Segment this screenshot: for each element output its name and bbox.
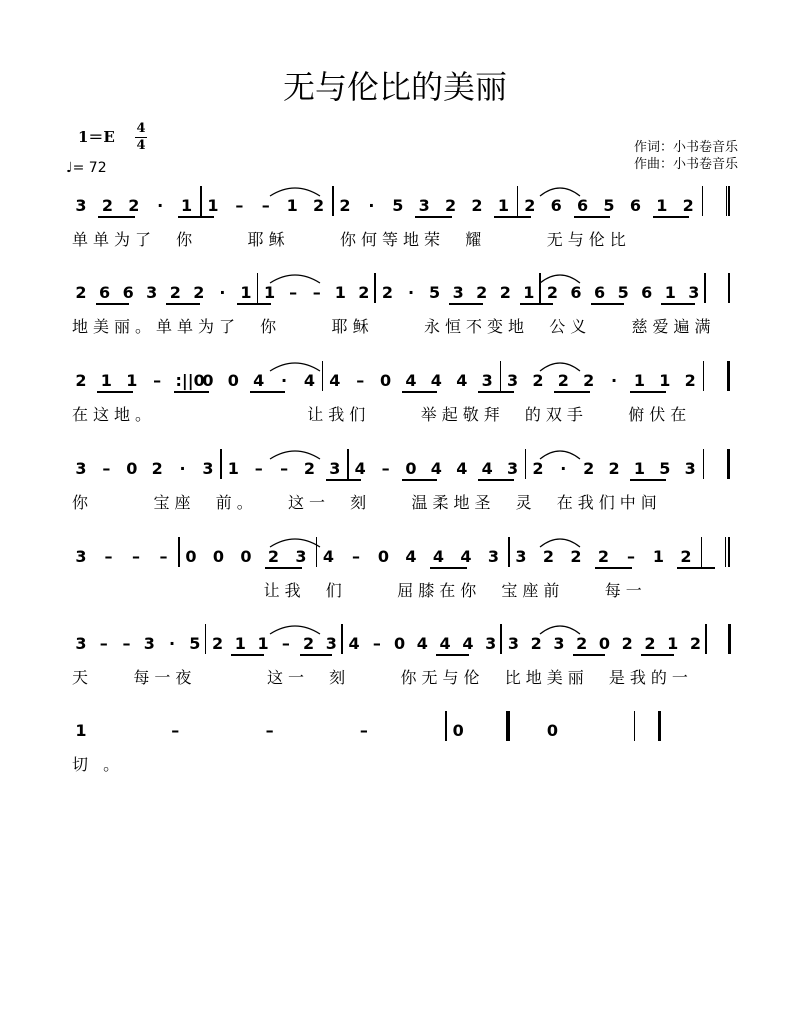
note: 2 [303,634,315,653]
lyrics-text: 让我 们 屈膝在你 宝座前 每一 [72,581,647,600]
note: 2 [689,634,702,653]
note: 6 [122,283,134,302]
eighth-beam [574,216,610,218]
lyrics-text: 地美丽。单单为了 你 耶稣 永恒不变地 公义 慈爱遍满 [72,317,716,336]
slur-arc [540,275,580,283]
time-signature-bottom: 4 [136,138,146,153]
slur-arc [540,363,580,371]
note: 4 [430,371,442,390]
note: 4 [430,459,442,478]
eighth-beam [436,654,469,656]
note: 5 [617,283,629,302]
dash-note: – [254,459,263,478]
note: 3 [143,634,155,653]
dash-note: – [102,459,111,478]
slur-arc [270,363,320,371]
note: 2 [313,196,325,215]
note: 4 [253,371,265,390]
eighth-beam [520,303,554,305]
lyrics-line [0,490,790,514]
note: 3 [452,283,464,302]
score-row-6 [0,624,790,694]
lyrics-line [0,227,790,251]
note: 3 [507,634,519,653]
slur-marks [0,620,790,640]
note: 2 [303,459,316,478]
lyrics-line [0,402,790,426]
note: 1 [234,634,246,653]
dash-note: – [352,547,360,566]
note: 0 [598,634,610,653]
note: 1 [664,283,676,302]
slur-marks [0,533,790,553]
eighth-beam [96,303,130,305]
eighth-beam [478,391,513,393]
note: 0 [546,721,558,740]
note: 2 [682,196,694,215]
eighth-beam [595,567,633,569]
note: 6 [550,196,562,215]
note: 1 [656,196,668,215]
note: 2 [570,547,582,566]
note: · [611,371,618,390]
note: 2 [499,283,511,302]
lyrics-line [0,665,790,689]
dash-note: – [359,721,368,740]
key-signature: 1＝E [78,128,115,146]
dash-note: – [372,634,381,653]
slur-arc [540,188,580,196]
eighth-beam [573,654,606,656]
note: 2 [583,371,595,390]
note: 0 [405,459,417,478]
note: 2 [680,547,692,566]
song-title: 无与伦比的美丽 [282,68,507,106]
note: 1 [227,459,239,478]
note: 1 [207,196,219,215]
eighth-beam [265,567,303,569]
note: 4 [462,634,474,653]
eighth-beam [449,303,483,305]
note: 6 [629,196,641,215]
note: 1 [126,371,138,390]
note: 2 [532,371,544,390]
note: 1 [633,459,646,478]
composer-credit: 作曲：小书卷音乐 [634,157,739,172]
tempo-marking [66,160,107,176]
note: 1 [100,371,112,390]
lyrics-line [0,314,790,338]
note: 4 [481,459,493,478]
lyricist-credit: 作词：小书卷音乐 [634,140,739,155]
eighth-beam [630,391,665,393]
note: 2 [684,371,696,390]
note: 0 [227,371,239,390]
score-row-1 [0,186,790,256]
note: 3 [485,634,497,653]
note: 1 [523,283,535,302]
note: 3 [75,459,87,478]
dash-note: – [261,196,270,215]
eighth-beam [494,216,530,218]
note: 3 [295,547,307,566]
note: 3 [684,459,696,478]
note: 2 [524,196,536,215]
note: 3 [487,547,500,566]
note: 0 [185,547,197,566]
score-row-7 [0,711,790,781]
note: 4 [348,634,360,653]
note: 2 [101,196,113,215]
note: 5 [659,459,671,478]
note: 4 [439,634,451,653]
note: 1 [334,283,346,302]
lyrics-text: 你 宝座 前。 这一 刻 温柔地圣 灵 在我们中间 [72,493,662,512]
note: 3 [418,196,430,215]
note: 0 [126,459,138,478]
note: 4 [405,547,417,566]
note: 6 [641,283,653,302]
note: 2 [532,459,544,478]
eighth-beam [178,216,214,218]
bar-line [506,711,510,741]
note: 3 [329,459,341,478]
note: 6 [593,283,606,302]
note: 2 [211,634,224,653]
note: 3 [75,634,87,653]
eighth-beam [237,303,271,305]
note: 1 [497,196,509,215]
note: 4 [354,459,366,478]
note: 0 [240,547,252,566]
note: 1 [667,634,679,653]
lyrics-text: 在这地。 让我们 举起敬拜 的双手 俯伏在 [72,405,692,424]
note: 2 [128,196,140,215]
note: 0 [377,547,390,566]
dash-note: – [153,371,162,390]
eighth-beam [554,391,589,393]
note: 3 [202,459,214,478]
eighth-beam [677,567,715,569]
dash-note: – [289,283,298,302]
note: 2 [542,547,555,566]
note: 4 [416,634,428,653]
note: 2 [151,459,163,478]
note: 2 [169,283,181,302]
eighth-beam [402,391,437,393]
note: 2 [546,283,558,302]
note: 3 [553,634,565,653]
note: 0 [212,547,225,566]
eighth-beam [250,391,285,393]
note: 1 [633,371,646,390]
note: 4 [456,459,468,478]
note: 1 [75,721,87,740]
note: 1 [652,547,665,566]
note: 2 [193,283,205,302]
lyrics-text: 单单为了 你 耶稣 你何等地荣 耀 无与伦比 [72,230,631,249]
dash-note: – [171,721,180,740]
lyrics-text: 切 。 [72,755,125,774]
eighth-beam [478,479,513,481]
slur-arc [540,451,580,459]
note: 3 [325,634,337,653]
dash-note: – [627,547,635,566]
note: 5 [189,634,201,653]
note: · [281,371,288,390]
note: 2 [75,283,87,302]
dash-note: – [356,371,365,390]
note: 2 [445,196,457,215]
eighth-beam [98,216,134,218]
note: 2 [339,196,351,215]
bar-line [658,711,661,741]
note: 2 [583,459,595,478]
slur-arc [270,626,320,634]
note: 1 [659,371,671,390]
note: :||0 [175,371,205,390]
eighth-beam [97,391,132,393]
note: 3 [506,459,519,478]
note: 4 [432,547,445,566]
note: 3 [146,283,158,302]
eighth-beam [653,216,689,218]
tempo-value: = 72 [72,160,107,176]
note: · [179,459,186,478]
dash-note: – [265,721,274,740]
slur-marks [0,445,790,465]
bar-line [634,711,636,741]
dash-note: – [312,283,321,302]
eighth-beam [166,303,200,305]
dash-note: – [104,547,113,566]
notation-line [0,711,790,751]
note: 5 [428,283,441,302]
note: 3 [515,547,527,566]
eighth-beam [231,654,264,656]
eighth-beam [430,567,468,569]
slur-marks [0,357,790,377]
note: · [407,283,415,302]
note: 2 [267,547,280,566]
slur-marks [0,182,790,202]
note: 1 [181,196,193,215]
note: 2 [608,459,620,478]
note: 0 [394,634,406,653]
note: 2 [75,371,87,390]
slur-marks [0,269,790,289]
note: 0 [202,371,214,390]
eighth-beam [402,479,437,481]
note: 3 [75,547,87,566]
note: 1 [257,634,269,653]
note: 2 [358,283,370,302]
time-signature [133,122,149,153]
dash-note: – [280,459,289,478]
note: 0 [452,721,464,740]
score-row-5 [0,537,790,607]
note: 4 [322,547,335,566]
note: 6 [98,283,111,302]
note: · [157,196,164,215]
dash-note: – [235,196,244,215]
note: 3 [75,196,87,215]
note: 1 [286,196,298,215]
note: 2 [621,634,633,653]
note: · [219,283,226,302]
eighth-beam [300,654,333,656]
note: 4 [460,547,472,566]
dash-note: – [281,634,290,653]
note: 4 [456,371,468,390]
note: 2 [557,371,569,390]
lyrics-line [0,578,790,602]
note: 2 [597,547,610,566]
note: 2 [576,634,588,653]
note: · [560,459,567,478]
slur-arc [270,188,320,196]
dash-note: – [132,547,140,566]
note: 3 [506,371,519,390]
note: 1 [263,283,276,302]
note: 0 [380,371,392,390]
note: · [168,634,176,653]
note: 2 [530,634,542,653]
note: 3 [481,371,493,390]
eighth-beam [174,391,209,393]
dash-note: – [381,459,390,478]
slur-arc [540,626,580,634]
score-row-4 [0,449,790,519]
lyrics-text: 天 每一夜 这一 刻 你无与伦 比地美丽 是我的一 [72,668,693,687]
note: 4 [329,371,341,390]
eighth-beam [415,216,451,218]
score-row-3 [0,361,790,431]
dash-note: – [122,634,131,653]
quarter-note-icon: ♩ [66,160,73,176]
time-signature-top: 4 [136,121,146,136]
note: 6 [570,283,582,302]
eighth-beam [591,303,625,305]
dash-note: – [159,547,168,566]
note: 5 [603,196,615,215]
note: 3 [688,283,700,302]
note: 1 [240,283,252,302]
eighth-beam [630,479,665,481]
note: 6 [577,196,589,215]
lyrics-line [0,752,790,776]
note: · [368,196,375,215]
note: 4 [405,371,417,390]
score-row-2 [0,273,790,343]
note: 2 [644,634,656,653]
eighth-beam [641,654,674,656]
slur-arc [540,539,580,547]
slur-arc [270,539,320,547]
slur-arc [270,451,320,459]
note: 2 [476,283,488,302]
dash-note: – [99,634,108,653]
note: 4 [303,371,316,390]
note: 5 [392,196,404,215]
slur-arc [270,275,320,283]
bar-line [445,711,447,741]
note: 2 [381,283,393,302]
eighth-beam [661,303,695,305]
note: 2 [471,196,483,215]
eighth-beam [326,479,361,481]
